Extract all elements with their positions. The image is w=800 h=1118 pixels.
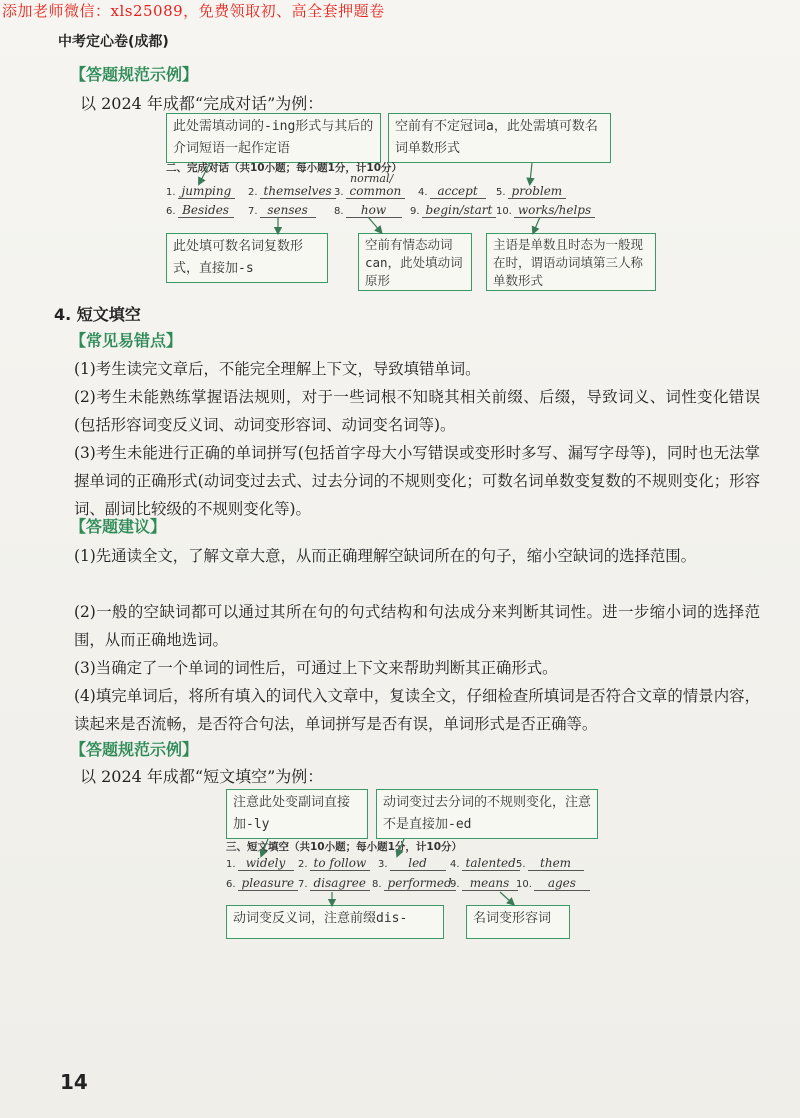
example1-answer-3: 3. common: [334, 184, 405, 199]
example2-answer-10: 10. ages: [516, 876, 590, 891]
example2-answer-4: 4. talented: [450, 856, 520, 871]
example1-normal-tag: normal/: [350, 172, 394, 185]
connector-line: [368, 217, 380, 231]
example1-callout-bottom-mid: 空前有情态动词can，此处填动词原形: [358, 233, 472, 291]
example2-answer-7: 7. disagree: [298, 876, 370, 891]
advice-item-3: (3)当确定了一个单词的词性后，可通过上下文来帮助判断其正确形式。: [74, 659, 558, 677]
page-number: 14: [60, 1070, 88, 1094]
error-item-1: (1)考生读完文章后，不能完全理解上下文，导致填错单词。: [74, 360, 481, 378]
example1-answer-6: 6. Besides: [166, 203, 234, 218]
section-title: 4. 短文填空: [54, 305, 141, 324]
connector-line: [534, 217, 540, 231]
connector-line: [530, 163, 532, 182]
advice-item-1: (1)先通读全文，了解文章大意，从而正确理解空缺词所在的句子，缩小空缺词的选择范围。: [74, 547, 697, 565]
example2-answer-2: 2. to follow: [298, 856, 370, 871]
example1-answer-2: 2. themselves: [248, 184, 336, 199]
advice-item-4: (4)填完单词后，将所有填入的词代入文章中，复读全文，仔细检查所填词是否符合文章的情景内容，读起来是否流畅，是否符合句法，单词拼写是否有误，单词形式是否正确等。: [74, 687, 760, 733]
example1-exercise-title: 二、完成对话（共10小题；每小题1分，计10分）: [166, 162, 403, 174]
example2-callout-top-left: 注意此处变副词直接加-ly: [226, 789, 368, 839]
example1-answer-8: 8. how: [334, 203, 402, 218]
example1-answer-10: 10. works/helps: [496, 203, 595, 218]
running-head: 中考定心卷(成都): [58, 34, 169, 50]
example2-heading: 【答题规范示例】: [70, 740, 199, 759]
advice-heading: 【答题建议】: [70, 517, 167, 536]
example1-answer-7: 7. senses: [248, 203, 316, 218]
example1-answer-4: 4. accept: [418, 184, 486, 199]
example2-answer-3: 3. led: [378, 856, 446, 871]
error-item-2: (2)考生未能熟练掌握语法规则，对于一些词根不知晓其相关前缀、后缀，导致词义、词性变化错误(包括形容词变反义词、动词变形容词、动词变名词等)。: [74, 388, 760, 434]
example1-intro: 以 2024 年成都“完成对话”为例：: [80, 94, 324, 113]
example1-answer-9: 9. begin/start: [410, 203, 496, 218]
connector-line: [500, 892, 512, 903]
example2-answer-8: 8. performed: [372, 876, 456, 891]
errors-heading: 【常见易错点】: [70, 331, 183, 350]
example1-heading: 【答题规范示例】: [70, 65, 199, 84]
example2-answer-5: 5. them: [516, 856, 584, 871]
example1-callout-bottom-right: 主语是单数且时态为一般现在时，谓语动词填第三人称单数形式: [486, 233, 656, 291]
example2-callout-bottom-left: 动词变反义词，注意前缀dis-: [226, 905, 444, 939]
example2-answer-6: 6. pleasure: [226, 876, 298, 891]
example1-callout-bottom-left: 此处填可数名词复数形式，直接加-s: [166, 233, 328, 283]
example2-exercise-title: 三、短文填空（共10小题；每小题1分，计10分）: [226, 841, 463, 853]
example1-callout-top-left: 此处需填动词的-ing形式与其后的介词短语一起作定语: [166, 113, 381, 163]
example2-intro: 以 2024 年成都“短文填空”为例：: [80, 767, 324, 786]
example1-answer-1: 1. jumping: [166, 184, 235, 199]
example2-answer-9: 9. means: [450, 876, 518, 891]
example1-callout-top-right: 空前有不定冠词a，此处需填可数名词单数形式: [388, 113, 611, 163]
example2-answer-1: 1. widely: [226, 856, 294, 871]
advice-item-2: (2)一般的空缺词都可以通过其所在句的句式结构和句法成分来判断其词性。进一步缩小词的选择范围，从而正确地选词。: [74, 603, 760, 649]
example2-callout-bottom-right: 名词变形容词: [466, 905, 570, 939]
watermark: 添加老师微信：xls25089，免费领取初、高全套押题卷: [2, 2, 385, 20]
example2-callout-top-right: 动词变过去分词的不规则变化，注意不是直接加-ed: [376, 789, 598, 839]
example1-answer-5: 5. problem: [496, 184, 566, 199]
error-item-3: (3)考生未能进行正确的单词拼写(包括首字母大小写错误或变形时多写、漏写字母等)，同时也无法掌握单词的正确形式(动词变过去式、过去分词的不规则变化；可数名词单数变复数的不规则变化；形容词、副词比较级的不规则变化等)。: [74, 444, 760, 518]
